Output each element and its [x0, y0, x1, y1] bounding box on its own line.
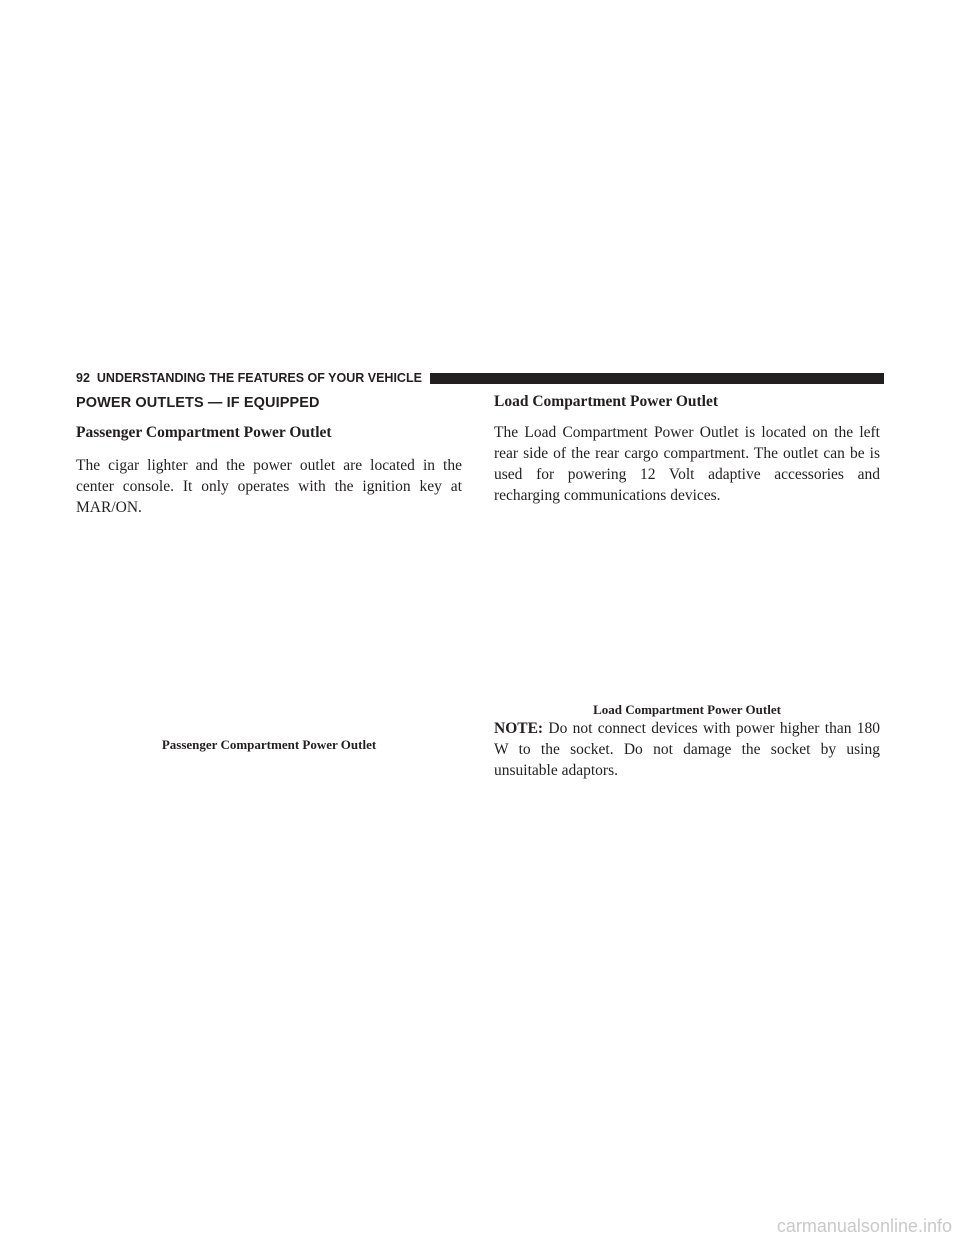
load-outlet-heading: Load Compartment Power Outlet: [494, 393, 719, 410]
note-label: NOTE:: [494, 720, 544, 737]
note-paragraph: [494, 718, 880, 781]
left-column: [76, 393, 462, 518]
header-rule: [430, 373, 884, 384]
right-column: [494, 393, 880, 506]
passenger-outlet-figure: [76, 520, 462, 728]
load-outlet-caption: Load Compartment Power Outlet: [593, 702, 781, 717]
running-header-title: UNDERSTANDING THE FEATURES OF YOUR VEHICLE: [96, 371, 422, 385]
watermark: carmanualsonline.info: [776, 1216, 952, 1236]
running-header: [76, 370, 884, 386]
load-outlet-paragraph: The Load Compartment Power Outlet is located on the left rear side of the rear cargo compartment. The outlet can be is used for powering 12 Volt adaptive accessories and recharging communications devices.: [494, 424, 880, 504]
section-title: POWER OUTLETS — IF EQUIPPED: [76, 395, 320, 411]
note-text: Do not connect devices with power higher than 180 W to the socket. Do not damage the socket by using unsuitable adaptors.: [494, 720, 880, 779]
page-number: 92: [76, 371, 90, 385]
load-outlet-figure: [494, 514, 880, 702]
passenger-outlet-paragraph: The cigar lighter and the power outlet are located in the center console. It only operates with the ignition key at MAR/ON.: [76, 457, 462, 516]
passenger-outlet-caption: Passenger Compartment Power Outlet: [161, 737, 377, 752]
passenger-outlet-heading: Passenger Compartment Power Outlet: [76, 424, 332, 441]
